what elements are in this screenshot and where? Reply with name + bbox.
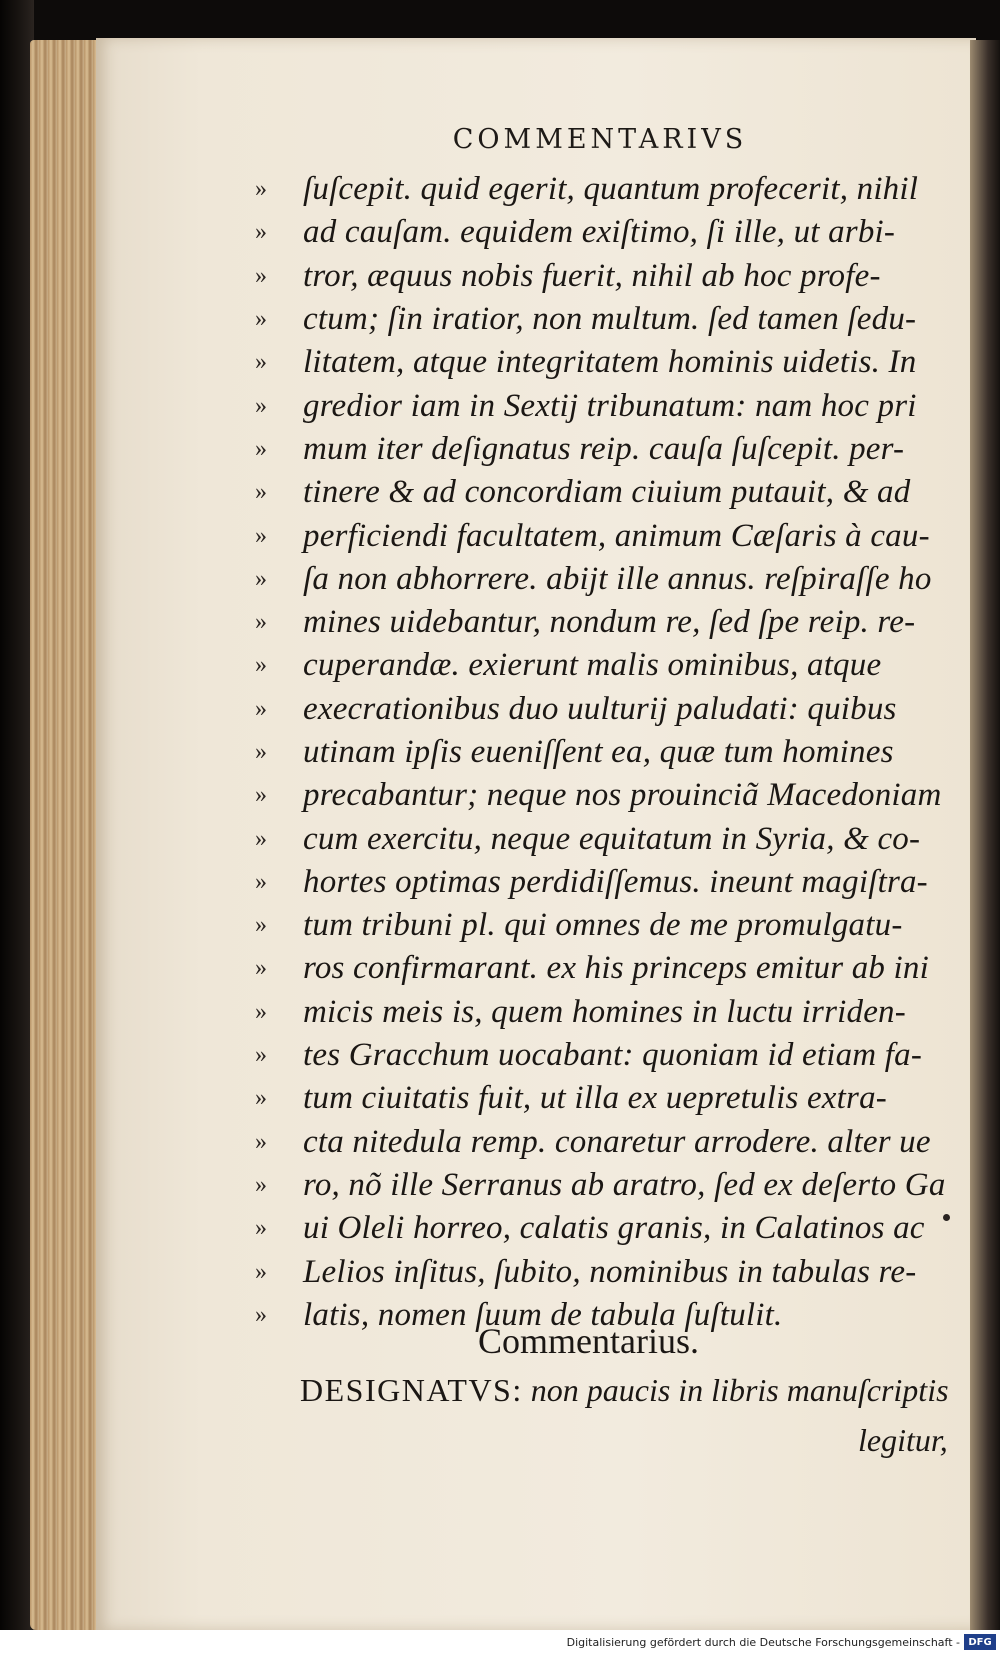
quotation-mark-icon: » [255, 868, 267, 895]
text-line [255, 1121, 935, 1164]
page-edge-stack [30, 40, 102, 1630]
text-line-content: mines uidebantur, nondum re, ſed ſpe reip. re- [303, 604, 916, 641]
text-line [255, 904, 935, 947]
quotation-mark-icon: » [255, 479, 267, 506]
text-line-content: utinam ipſis eueniſſent ea, quæ tum homines [303, 734, 894, 770]
text-line [255, 1207, 935, 1250]
text-line [255, 1164, 946, 1207]
commentary-note: non paucis in libris manuſcriptis [530, 1372, 949, 1408]
dfg-logo: DFG [964, 1634, 996, 1650]
text-line-content: tum ciuitatis fuit, ut illa ex uepretulis extra- [303, 1080, 887, 1117]
quotation-mark-icon: » [255, 1215, 267, 1242]
text-line [255, 1250, 935, 1293]
text-line-content: precabantur; neque nos prouinciã Macedoniam [303, 777, 942, 814]
quotation-mark-icon: » [255, 1171, 267, 1198]
quotation-mark-icon: » [255, 349, 267, 376]
quotation-mark-icon: » [255, 695, 267, 722]
text-line [255, 861, 935, 904]
text-line [255, 298, 935, 341]
text-line-content: cuperandæ. exierunt malis ominibus, atque [303, 647, 882, 684]
text-line [255, 991, 935, 1034]
quotation-mark-icon: » [255, 825, 267, 852]
running-title: COMMENTARIVS [452, 124, 748, 155]
text-line-content: ſa non abhorrere. abijt ille annus. reſpiraſſe ho [303, 560, 932, 597]
quotation-mark-icon: » [255, 219, 267, 246]
text-line [255, 731, 935, 774]
quotation-mark-icon: » [255, 652, 267, 679]
quotation-mark-icon: » [255, 262, 267, 289]
quotation-mark-icon: » [255, 739, 267, 765]
text-line [255, 168, 935, 211]
quotation-mark-icon: » [255, 1042, 267, 1069]
quotation-mark-icon: » [255, 609, 267, 636]
commentary-first-line [300, 1372, 949, 1409]
text-line [255, 1077, 935, 1120]
text-line [255, 601, 935, 644]
text-line [255, 514, 935, 557]
text-line-content: tinere & ad concordiam ciuium putauit, & ad [303, 474, 911, 511]
text-line-content: ui Oleli horreo, calatis granis, in Calatinos ac [303, 1210, 925, 1247]
text-line [255, 255, 935, 298]
text-line-content: ros confirmarant. ex his princeps emitur ab ini [303, 950, 929, 987]
text-line [255, 947, 935, 990]
text-line-content: gredior iam in Sextij tribunatum: nam hoc pri [303, 387, 917, 424]
text-line [255, 644, 935, 687]
commentary-heading: Commentarius. [478, 1321, 699, 1361]
text-line-content: tror, æquus nobis fuerit, nihil ab hoc profe- [303, 257, 881, 294]
quotation-mark-icon: » [255, 955, 267, 982]
quotation-mark-icon: » [255, 782, 267, 809]
quotation-mark-icon: » [255, 998, 267, 1025]
text-line [255, 341, 935, 384]
quotation-mark-icon: » [255, 912, 267, 939]
text-line-content: ctum; ſin iratior, non multum. ſed tamen ſedu- [303, 301, 917, 338]
text-line-content: ad cauſam. equidem exiſtimo, ſi ille, ut arbi- [303, 214, 896, 251]
text-line-content: cta nitedula remp. conaretur arrodere. alter ue [303, 1123, 931, 1160]
quotation-mark-icon: » [255, 565, 267, 592]
text-line [255, 384, 935, 427]
text-line [255, 774, 942, 817]
text-line [255, 428, 935, 471]
quotation-mark-icon: » [255, 176, 267, 203]
text-line-content: hortes optimas perdidiſſemus. ineunt magiſtra- [303, 863, 928, 900]
text-line [255, 558, 935, 601]
text-line [255, 688, 935, 731]
quotation-mark-icon: » [255, 306, 267, 333]
main-text-block [255, 168, 946, 1337]
text-line-content: micis meis is, quem homines in luctu irriden- [303, 993, 906, 1030]
text-line-content: tum tribuni pl. qui omnes de me promulgatu- [303, 907, 903, 944]
text-line-content: Lelios inſitus, ſubito, nominibus in tabulas re- [303, 1253, 917, 1290]
commentary-lemma: DESIGNATVS: [300, 1372, 523, 1408]
text-line-content: ſuſcepit. quid egerit, quantum profecerit, nihil [303, 171, 919, 208]
text-line-content: mum iter deſignatus reip. cauſa ſuſcepit. per- [303, 430, 905, 467]
digitization-credit: Digitalisierung gefördert durch die Deutsche Forschungsgemeinschaft - [566, 1636, 960, 1649]
margin-dot-mark [943, 1214, 950, 1221]
text-line-content: perficiendi facultatem, animum Cæſaris à cau- [303, 517, 930, 554]
quotation-mark-icon: » [255, 1258, 267, 1285]
quotation-mark-icon: » [255, 1301, 267, 1328]
quotation-mark-icon: » [255, 1085, 267, 1112]
quotation-mark-icon: » [255, 392, 267, 419]
text-line-content: tes Gracchum uocabant: quoniam id etiam fa- [303, 1037, 923, 1074]
text-line [255, 817, 935, 860]
text-line-content: ro, nõ ille Serranus ab aratro, ſed ex deſerto Ga [303, 1166, 946, 1203]
quotation-mark-icon: » [255, 522, 267, 549]
quotation-mark-icon: » [255, 1128, 267, 1155]
book-binding [0, 0, 34, 1657]
text-line [255, 471, 935, 514]
text-line [255, 1034, 935, 1077]
catchword: legitur, [858, 1422, 948, 1458]
text-line [255, 211, 935, 254]
text-line-content: litatem, atque integritatem hominis uidetis. In [303, 344, 917, 381]
page-right-edge [970, 40, 1000, 1630]
text-line-content: cum exercitu, neque equitatum in Syria, & co- [303, 820, 921, 857]
text-line-content: execrationibus duo uulturij paludati: quibus [303, 690, 897, 727]
text-line-content: latis, nomen ſuum de tabula ſuſtulit. [303, 1296, 783, 1333]
quotation-mark-icon: » [255, 435, 267, 462]
